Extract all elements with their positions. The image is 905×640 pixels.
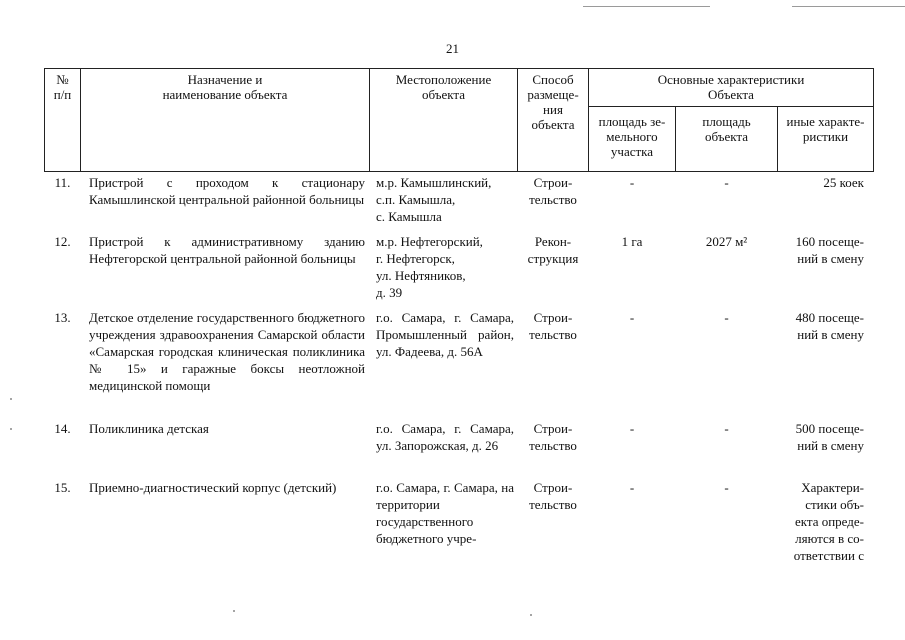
object-area: -	[724, 480, 729, 495]
land-area: -	[629, 175, 635, 190]
header-location: Местоположение объекта	[395, 72, 492, 102]
grid-line	[44, 68, 874, 69]
header-object-area: площадь объекта	[702, 114, 751, 144]
scan-top-rule	[583, 6, 710, 7]
scan-speck	[233, 610, 235, 612]
other-characteristics: 160 посеще- ний в смену	[795, 234, 864, 266]
object-area: -	[724, 310, 729, 325]
object-location: м.р. Нефтегорский, г. Нефтегорск, ул. Нефтяников, д. 39	[376, 234, 483, 300]
row-number: 15.	[54, 480, 71, 495]
object-location: м.р. Камышлинский, с.п. Камышла, с. Камышла	[376, 175, 492, 224]
land-area: -	[629, 421, 635, 436]
land-area: 1 га	[621, 234, 643, 249]
other-characteristics: 480 посеще- ний в смену	[795, 310, 864, 342]
object-purpose: Детское отделение государственного бюджетного учреждения здравоохранения Самарской области «Самарская городская клиническая поликлиника № 15» и гаражные боксы неотложной медицинской помощи	[89, 310, 365, 393]
object-purpose: Приемно-диагностический корпус (детский)	[89, 480, 337, 495]
object-location: г.о. Самара, г. Самара, на территории государственного бюджетного учре-	[376, 480, 514, 546]
object-area: 2027 м²	[705, 234, 748, 249]
placement-method: Строи- тельство	[529, 175, 577, 207]
object-purpose: Поликлиника детская	[89, 421, 209, 436]
row-number: 12.	[54, 234, 71, 249]
scan-speck	[530, 614, 532, 616]
row-number: 13.	[54, 310, 71, 325]
placement-method: Строи- тельство	[529, 480, 577, 512]
object-purpose: Пристрой с проходом к стационару Камышлинской центральной районной больницы	[89, 175, 365, 207]
page-number: 21	[446, 41, 459, 56]
placement-method: Строи- тельство	[529, 421, 577, 453]
object-area: -	[724, 175, 729, 190]
row-number: 11.	[54, 175, 71, 190]
row-number: 14.	[54, 421, 71, 436]
scan-speck	[10, 398, 12, 400]
placement-method: Строи- тельство	[529, 310, 577, 342]
scan-top-rule	[792, 6, 905, 7]
other-characteristics: Характери- стики объ- екта опреде- ляются в со- ответствии с	[793, 480, 864, 563]
object-location: г.о. Самара, г. Самара, ул. Запорожская, д. 26	[376, 421, 514, 453]
grid-line	[873, 68, 874, 172]
header-other-characteristics: иные характе- ристики	[786, 114, 865, 144]
other-characteristics: 25 коек	[823, 175, 864, 190]
object-area: -	[724, 421, 729, 436]
header-land-area: площадь зе- мельного участка	[598, 114, 666, 159]
header-main-characteristics: Основные характеристики Объекта	[657, 72, 805, 102]
grid-line	[44, 171, 874, 172]
object-purpose: Пристрой к административному зданию Нефтегорской центральной районной больницы	[89, 234, 365, 266]
header-num: № п/п	[53, 72, 72, 102]
land-area: -	[629, 480, 635, 495]
header-method: Способ размеще- ния объекта	[527, 72, 579, 132]
object-location: г.о. Самара, г. Самара, Промышленный район, ул. Фадеева, д. 56А	[376, 310, 514, 359]
header-purpose: Назначение и наименование объекта	[162, 72, 288, 102]
placement-method: Рекон- струкция	[527, 234, 579, 266]
other-characteristics: 500 посеще- ний в смену	[795, 421, 864, 453]
scan-speck	[10, 428, 12, 430]
land-area: -	[629, 310, 635, 325]
grid-line	[588, 106, 874, 107]
